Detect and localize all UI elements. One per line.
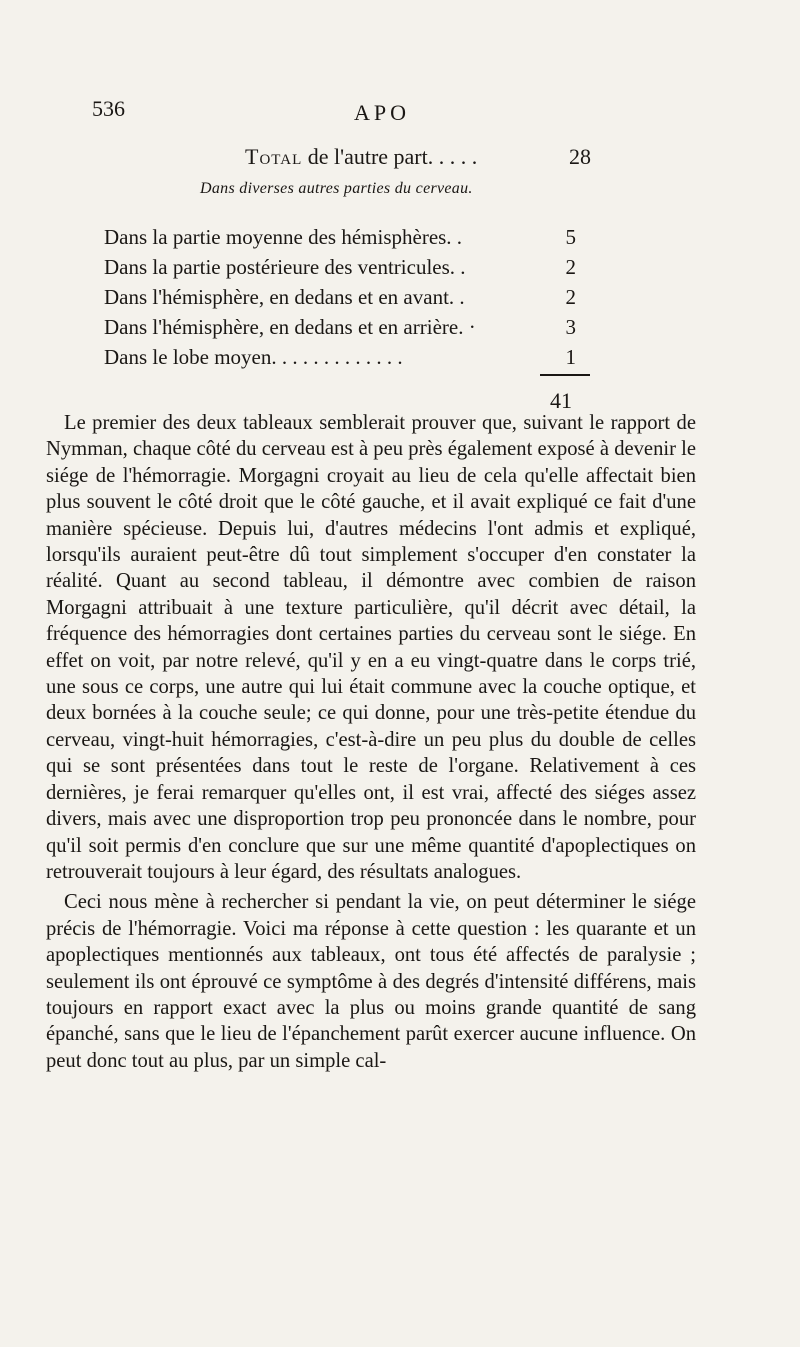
table-row <box>104 252 584 282</box>
paragraph: Le premier des deux tableaux semblerait prouver que, suivant le rapport de Nymman, chaque côté du cerveau est à peu près également exposé à devenir le siége de l'hémorragie. Morgagni croyait au lieu de cela qu'elle affectait bien plus souvent le côté droit que le côté gauche, et il avait expliqué ce fait d'une manière spécieuse. Depuis lui, d'autres médecins l'ont admis et expliqué, lorsqu'ils auraient peut-être dû tout simplement s'occuper d'en constater la réalité. Quant au second tableau, il démontre avec combien de raison Morgagni attribuait à une texture particulière, qu'il décrit avec détail, la fréquence des hémorragies dont certaines parties du cerveau sont le siége. En effet on voit, par notre relevé, qu'il y en a eu vingt-quatre dans le corps trié, une sous ce corps, une autre qui lui était commune avec la couche optique, et deux bornées à la couche seule; ce qui donne, pour une très-petite étendue du cerveau, vingt-huit hémorragies, c'est-à-dire un peu plus du double de celles qui se sont présentées dans tout le reste de l'organe. Relativement à ces dernières, je ferai remarquer qu'elles ont, il est vrai, affecté des siéges assez divers, mais avec une disproportion trop peu prononcée dans le nombre, pour qu'il soit permis d'en conclure que sur une même quantité d'apoplectiques on retrouverait toujours à leur égard, des résultats analogues. <box>46 412 696 883</box>
row-value: 5 <box>565 225 576 249</box>
running-head: APO <box>354 100 411 125</box>
table-sum: 41 <box>550 388 572 413</box>
table-row <box>104 342 584 372</box>
row-value: 1 <box>565 345 576 369</box>
row-label: Dans l'hémisphère, en dedans et en avant. . <box>104 285 465 309</box>
body-text <box>46 410 696 1074</box>
row-label: Dans le lobe moyen. . . . . . . . . . . . . <box>104 345 403 369</box>
row-label: Dans la partie postérieure des ventricules. . <box>104 255 466 279</box>
row-label: Dans la partie moyenne des hémisphères. . <box>104 225 463 249</box>
table-row <box>104 282 584 312</box>
sum-rule <box>540 374 590 376</box>
total-carried-forward <box>245 144 605 170</box>
section-heading: Dans diverses autres parties du cerveau. <box>200 180 473 197</box>
page-number: 536 <box>92 96 125 121</box>
table-row <box>104 312 584 342</box>
table-row <box>104 222 584 252</box>
paragraph: Ceci nous mène à rechercher si pendant la vie, on peut déterminer le siége précis de l'hémorragie. Voici ma réponse à cette question : les quarante et un apoplectiques mentionnés aux tableaux, ont tous été affectés de paralysie ; seulement ils ont éprouvé ce symptôme à des degrés d'intensité différens, mais toujours en rapport exact avec la plus ou moins grande quantité de sang épanché, sans que le lieu de l'épanchement parût exercer aucune influence. On peut donc tout au plus, par un simple cal- <box>46 891 696 1072</box>
row-label: Dans l'hémisphère, en dedans et en arrière. · <box>104 315 476 339</box>
total-text: de l'autre part. . . . . <box>302 144 478 169</box>
total-value: 28 <box>569 144 591 169</box>
location-table <box>104 222 584 372</box>
row-value: 3 <box>565 315 576 339</box>
total-label: Total <box>245 144 303 169</box>
row-value: 2 <box>565 255 576 279</box>
page-header <box>0 96 800 136</box>
row-value: 2 <box>565 285 576 309</box>
